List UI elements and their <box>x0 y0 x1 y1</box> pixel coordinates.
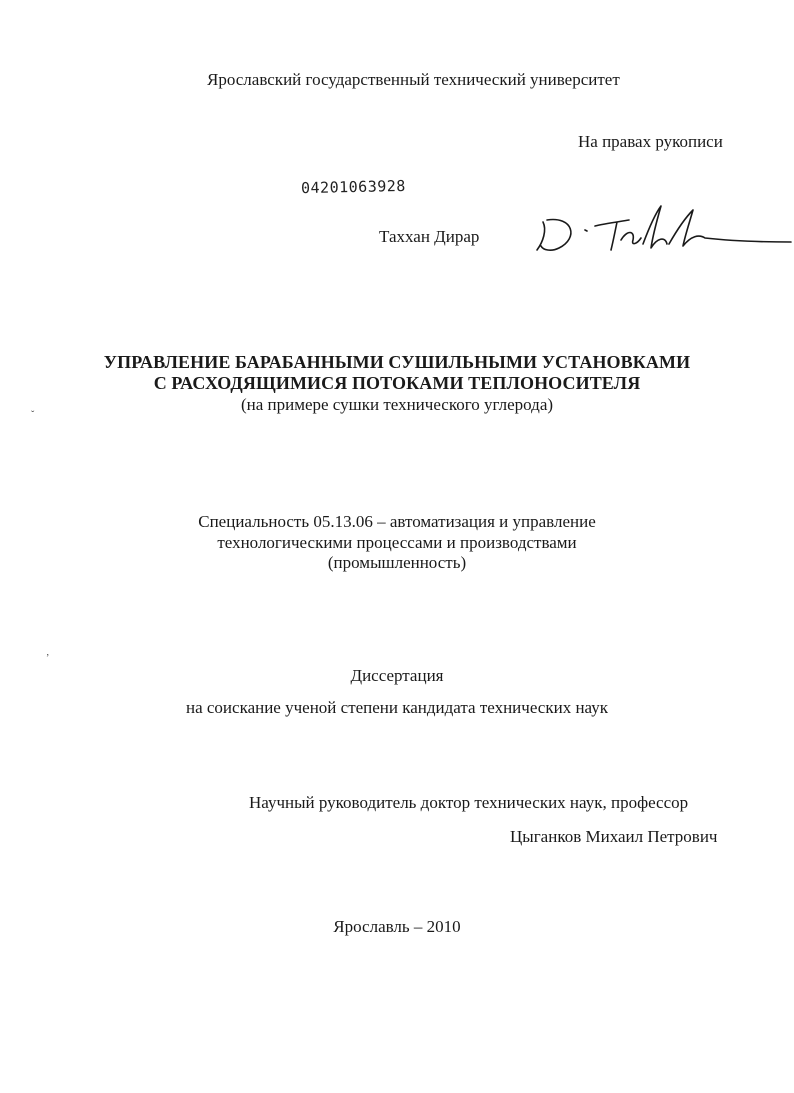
specialty-line-2: технологическими процессами и производствами <box>217 533 577 552</box>
scan-artifact: ʼ <box>46 653 50 664</box>
specialty-line-1: Специальность 05.13.06 – автоматизация и управление <box>198 512 596 531</box>
title-line-2: С РАСХОДЯЩИМИСЯ ПОТОКАМИ ТЕПЛОНОСИТЕЛЯ <box>153 373 641 393</box>
work-type: Диссертация <box>350 666 444 685</box>
inventory-number: 04201063928 <box>300 176 407 198</box>
city-year: Ярославль – 2010 <box>333 917 461 936</box>
author-signature <box>533 200 794 260</box>
supervisor-name: Цыганков Михаил Петрович <box>510 827 718 846</box>
title-subtitle: (на примере сушки технического углерода) <box>240 395 554 414</box>
manuscript-note: На правах рукописи <box>578 132 723 151</box>
work-purpose: на соискание ученой степени кандидата технических наук <box>185 698 608 717</box>
supervisor-role: Научный руководитель доктор технических наук, профессор <box>249 793 689 812</box>
specialty-line-3: (промышленность) <box>327 553 467 572</box>
university-name: Ярославский государственный технический университет <box>207 70 620 89</box>
title-line-1: УПРАВЛЕНИЕ БАРАБАННЫМИ СУШИЛЬНЫМИ УСТАНОВКАМИ <box>103 352 691 372</box>
scan-artifact: ˇ <box>31 410 35 421</box>
author-name: Таххан Дирар <box>379 227 480 246</box>
